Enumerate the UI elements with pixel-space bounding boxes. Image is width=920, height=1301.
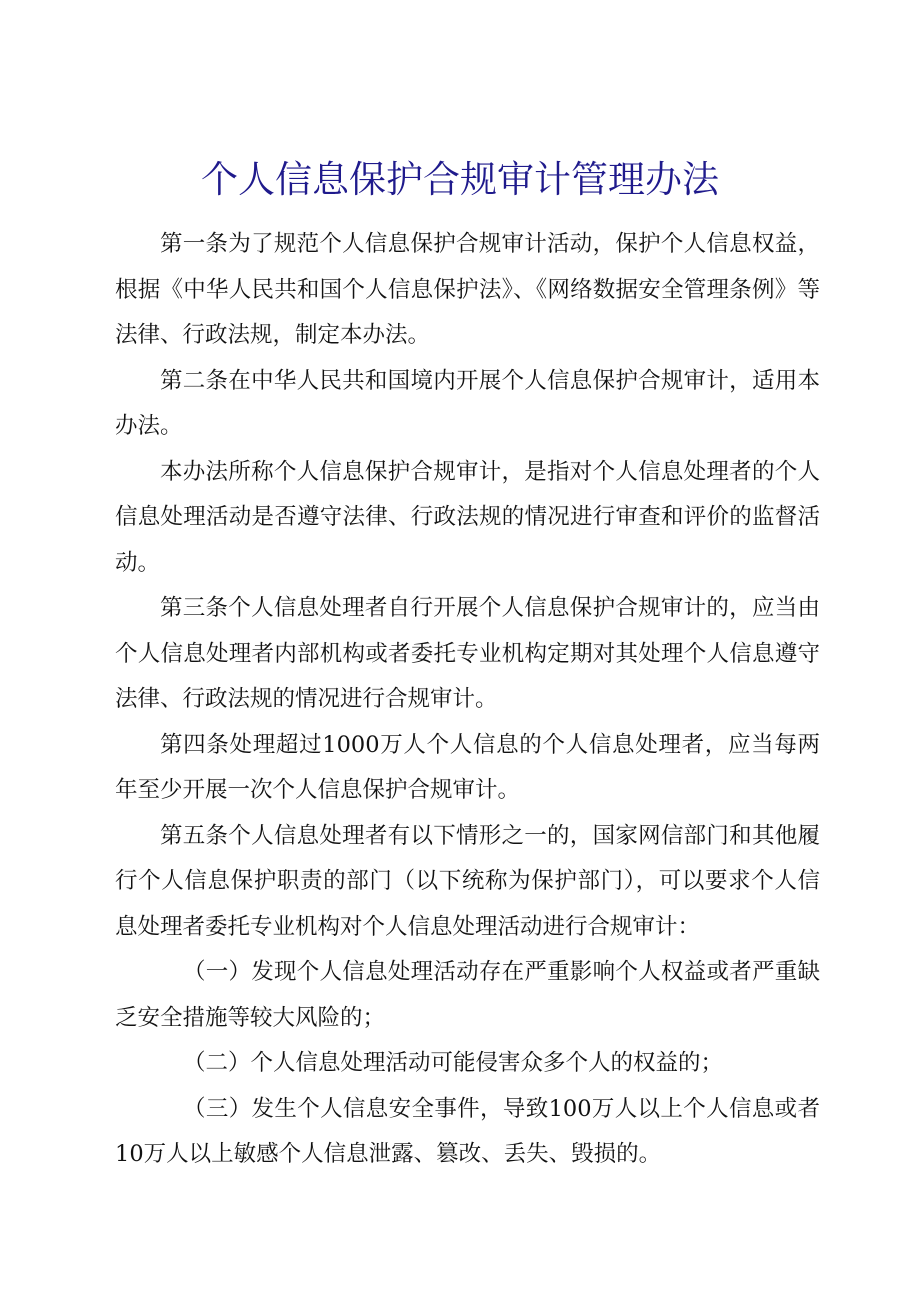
article-5-item-2: （二）个人信息处理活动可能侵害众多个人的权益的； xyxy=(183,1050,724,1076)
article-5-item-1: （一）发现个人信息处理活动存在严重影响个人权益或者严重缺乏安全措施等较大风险的； xyxy=(115,959,820,1031)
article-5-paragraph: 第五条个人信息处理者有以下情形之一的，国家网信部门和其他履行个人信息保护职责的部门（以下统称为保护部门），可以要求个人信息处理者委托专业机构对个人信息处理活动进行合规审计： xyxy=(115,822,820,940)
document-body xyxy=(115,222,820,1178)
article-1-paragraph: 第一条为了规范个人信息保护合规审计活动，保护个人信息权益，根据《中华人民共和国个人信息保护法》、《网络数据安全管理条例》等法律、行政法规，制定本办法。 xyxy=(115,231,820,348)
article-4-paragraph: 第四条处理超过1000万人个人信息的个人信息处理者，应当每两年至少开展一次个人信息保护合规审计。 xyxy=(115,731,820,803)
document-title: 个人信息保护合规审计管理办法 xyxy=(201,158,719,201)
article-2-paragraph: 第二条在中华人民共和国境内开展个人信息保护合规审计，适用本办法。 xyxy=(115,367,820,439)
definition-paragraph: 本办法所称个人信息保护合规审计，是指对个人信息处理者的个人信息处理活动是否遵守法律、行政法规的情况进行审查和评价的监督活动。 xyxy=(115,458,820,576)
article-3-paragraph: 第三条个人信息处理者自行开展个人信息保护合规审计的，应当由个人信息处理者内部机构或者委托专业机构定期对其处理个人信息遵守法律、行政法规的情况进行合规审计。 xyxy=(115,595,820,712)
article-5-item-3: （三）发生个人信息安全事件，导致100万人以上个人信息或者10万人以上敏感个人信息泄露、篡改、丢失、毁损的。 xyxy=(115,1095,820,1167)
